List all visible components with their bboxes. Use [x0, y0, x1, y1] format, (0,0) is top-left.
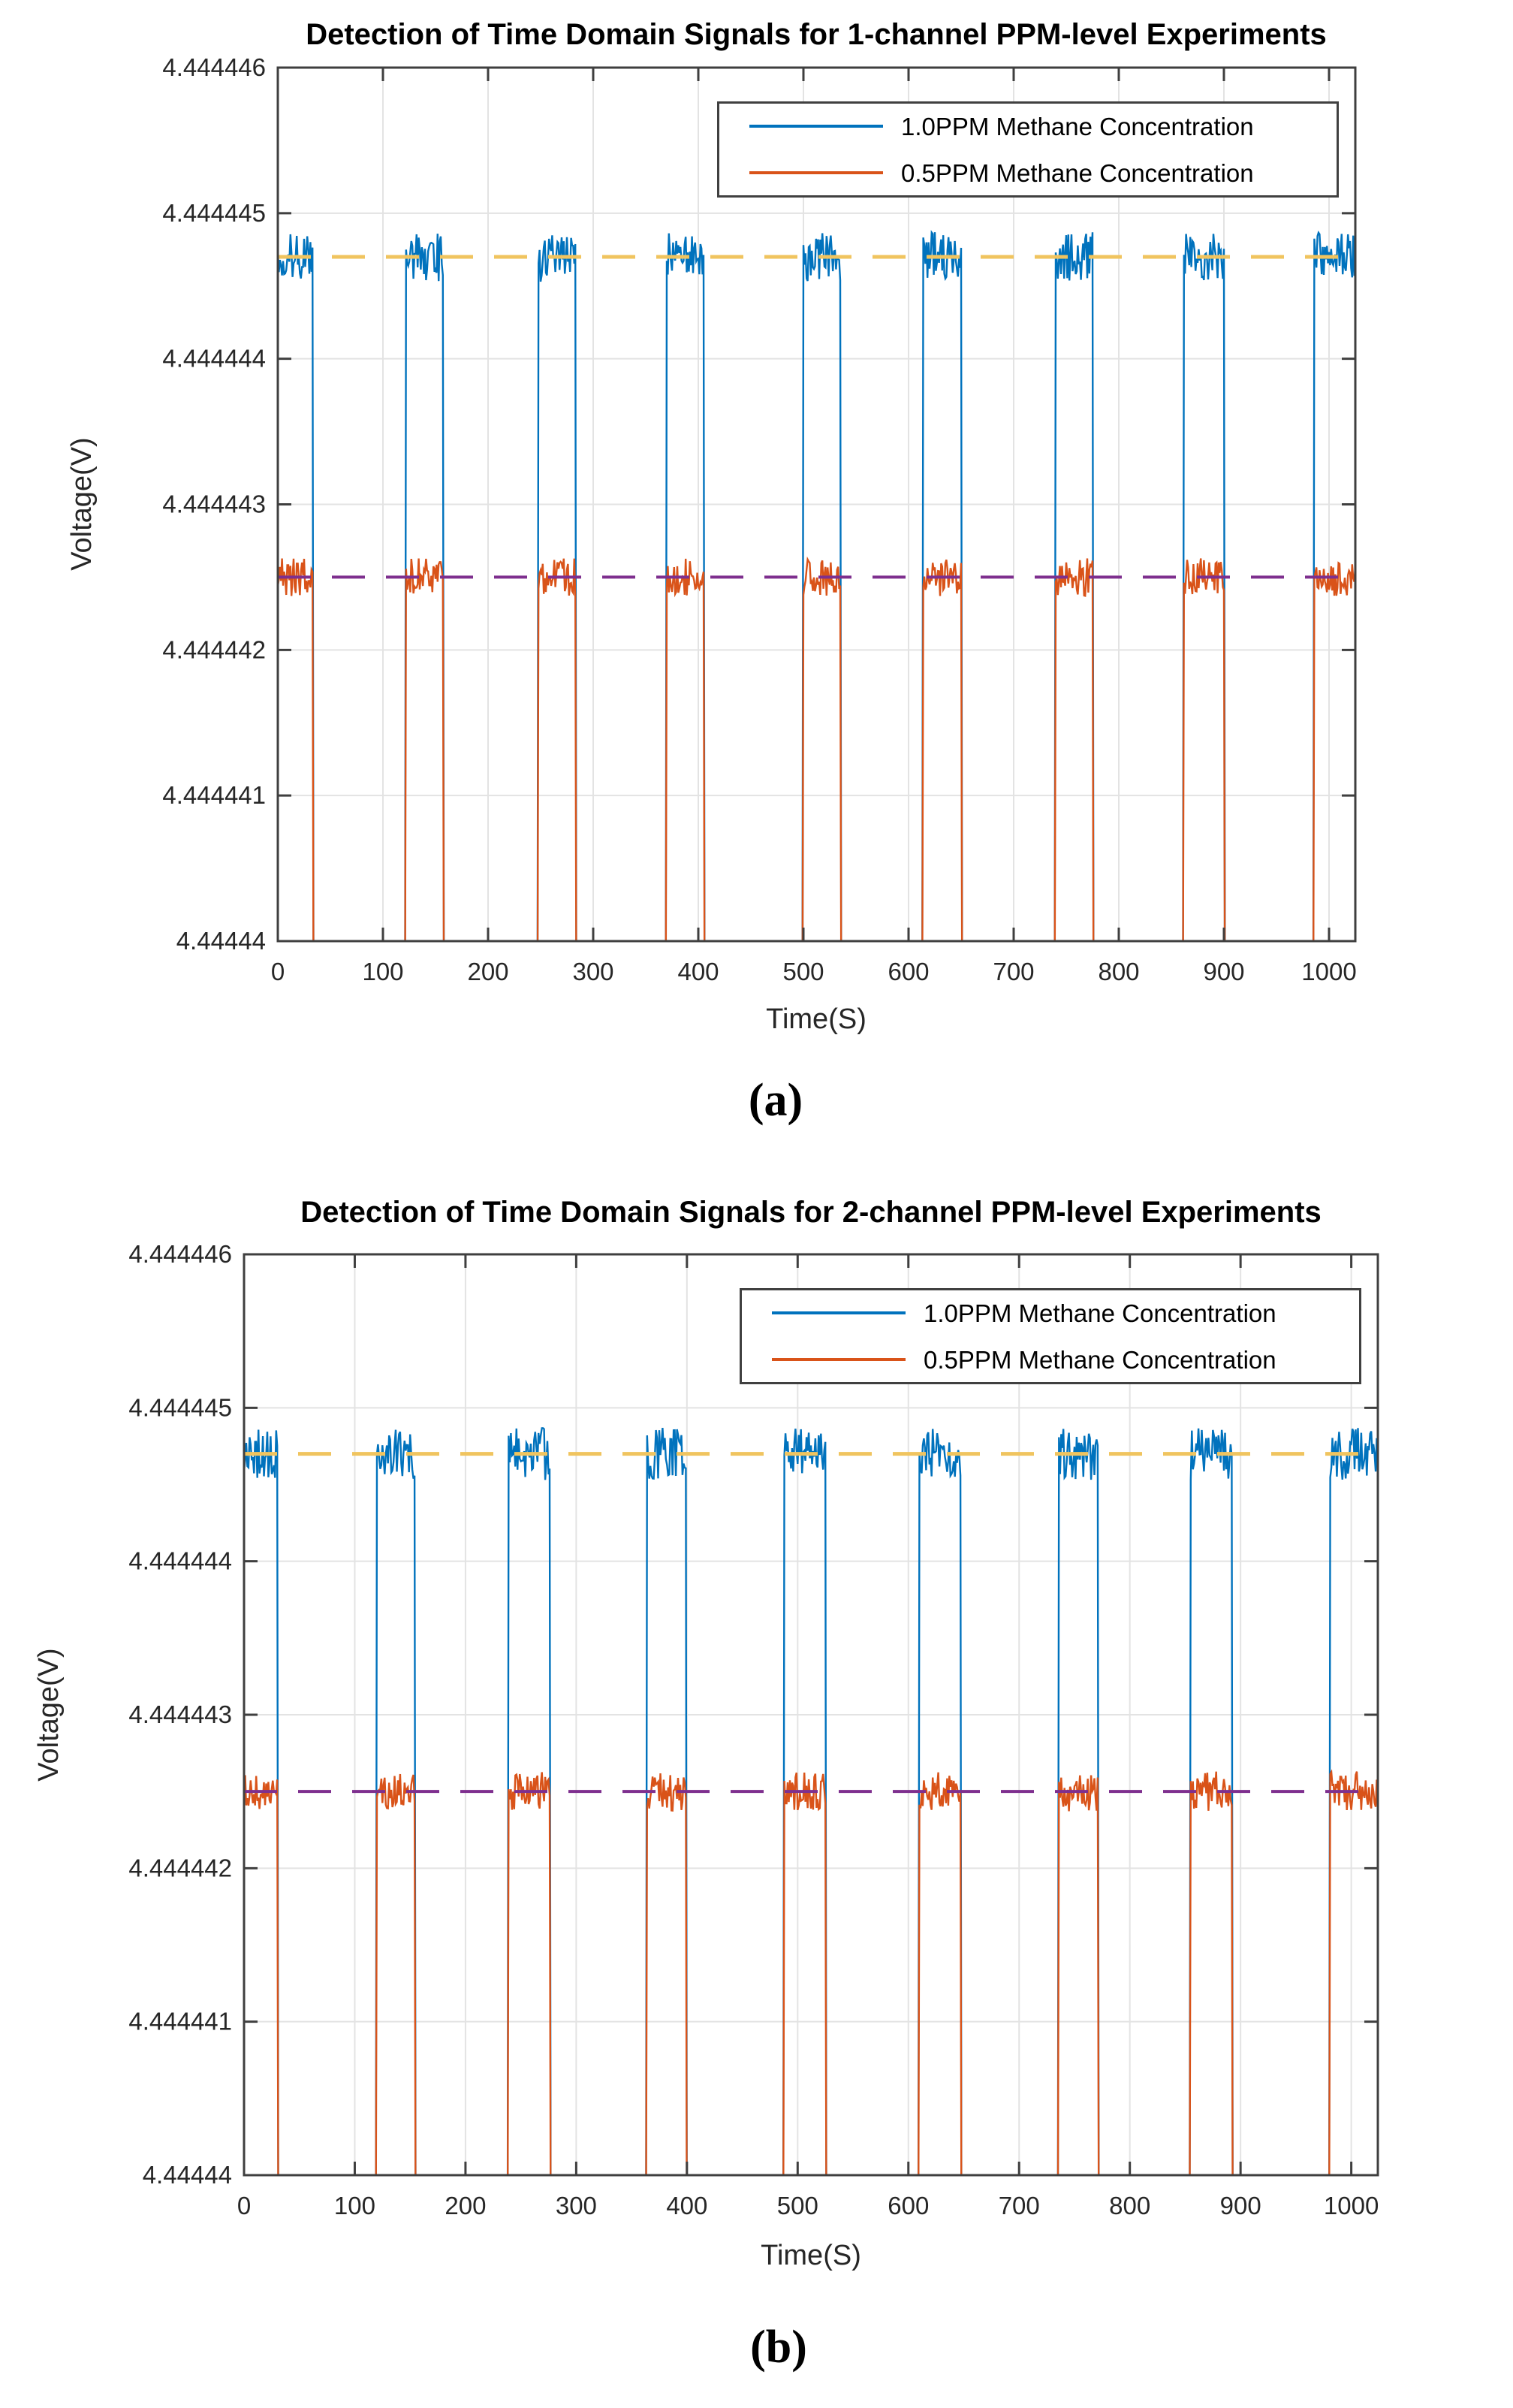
chart-a-title: Detection of Time Domain Signals for 1-channel PPM-level Experiments — [306, 18, 1327, 51]
y-tick-label: 4.444441 — [162, 781, 266, 810]
legend-item-1ppm — [742, 1299, 1359, 1326]
x-tick-label: 200 — [445, 2192, 487, 2219]
x-tick-label: 1000 — [1301, 958, 1357, 985]
x-tick-label: 600 — [888, 958, 930, 985]
legend-item-05ppm — [742, 1346, 1359, 1373]
y-tick-label: 4.444442 — [128, 1854, 232, 1882]
chart-b-y-axis-label: Voltage(V) — [33, 1648, 65, 1782]
x-tick-label: 100 — [333, 2192, 375, 2219]
x-tick-label: 700 — [998, 2192, 1040, 2219]
legend-line-swatch-1ppm — [772, 1311, 906, 1314]
legend-item-05ppm — [719, 159, 1337, 186]
chart-b-title: Detection of Time Domain Signals for 2-channel PPM-level Experiments — [300, 1196, 1322, 1229]
chart-a-legend — [717, 101, 1339, 198]
y-tick-label: 4.444443 — [162, 490, 266, 518]
legend-label-1ppm: 1.0PPM Methane Concentration — [901, 112, 1254, 140]
series-line-05ppm — [278, 559, 1355, 1014]
series-line-05ppm — [244, 1772, 1378, 2253]
x-tick-label: 300 — [555, 2192, 597, 2219]
x-tick-label: 800 — [1109, 2192, 1151, 2219]
y-tick-label: 4.444443 — [128, 1700, 232, 1728]
y-tick-label: 4.444444 — [162, 344, 266, 373]
y-tick-label: 4.44444 — [176, 927, 266, 955]
series-line-10ppm — [278, 232, 1355, 1014]
chart-a-x-axis-label: Time(S) — [766, 1003, 867, 1035]
y-tick-label: 4.444442 — [162, 635, 266, 664]
x-tick-label: 100 — [362, 958, 404, 985]
y-tick-label: 4.444446 — [162, 53, 266, 81]
y-tick-label: 4.444446 — [128, 1240, 232, 1268]
chart-b-caption: (b) — [750, 2322, 807, 2373]
x-tick-label: 500 — [776, 2192, 818, 2219]
x-tick-label: 300 — [572, 958, 614, 985]
legend-label-05ppm: 0.5PPM Methane Concentration — [901, 158, 1254, 187]
y-tick-label: 4.444441 — [128, 2007, 232, 2035]
legend-label-05ppm: 0.5PPM Methane Concentration — [924, 1345, 1276, 1374]
legend-line-swatch-05ppm — [749, 171, 883, 174]
legend-line-swatch-05ppm — [772, 1358, 906, 1361]
y-tick-label: 4.444445 — [128, 1393, 232, 1422]
y-tick-label: 4.44444 — [142, 2161, 232, 2189]
chart-b-legend — [740, 1288, 1361, 1384]
x-tick-label: 0 — [270, 958, 285, 985]
chart-a-y-axis-label: Voltage(V) — [66, 437, 98, 571]
legend-line-swatch-1ppm — [749, 125, 883, 128]
y-tick-label: 4.444445 — [162, 198, 266, 227]
legend-item-1ppm — [719, 113, 1337, 140]
x-tick-label: 200 — [467, 958, 509, 985]
x-tick-label: 800 — [1098, 958, 1140, 985]
x-tick-label: 1000 — [1323, 2192, 1379, 2219]
chart-a-caption: (a) — [748, 1075, 803, 1126]
chart-b-x-axis-label: Time(S) — [761, 2240, 861, 2271]
x-tick-label: 500 — [782, 958, 824, 985]
x-tick-label: 900 — [1203, 958, 1245, 985]
y-tick-label: 4.444444 — [128, 1546, 232, 1575]
x-tick-label: 400 — [677, 958, 719, 985]
x-tick-label: 600 — [888, 2192, 930, 2219]
x-tick-label: 0 — [237, 2192, 252, 2219]
legend-label-1ppm: 1.0PPM Methane Concentration — [924, 1299, 1276, 1327]
x-tick-label: 900 — [1219, 2192, 1261, 2219]
x-tick-label: 400 — [666, 2192, 708, 2219]
x-tick-label: 700 — [993, 958, 1035, 985]
